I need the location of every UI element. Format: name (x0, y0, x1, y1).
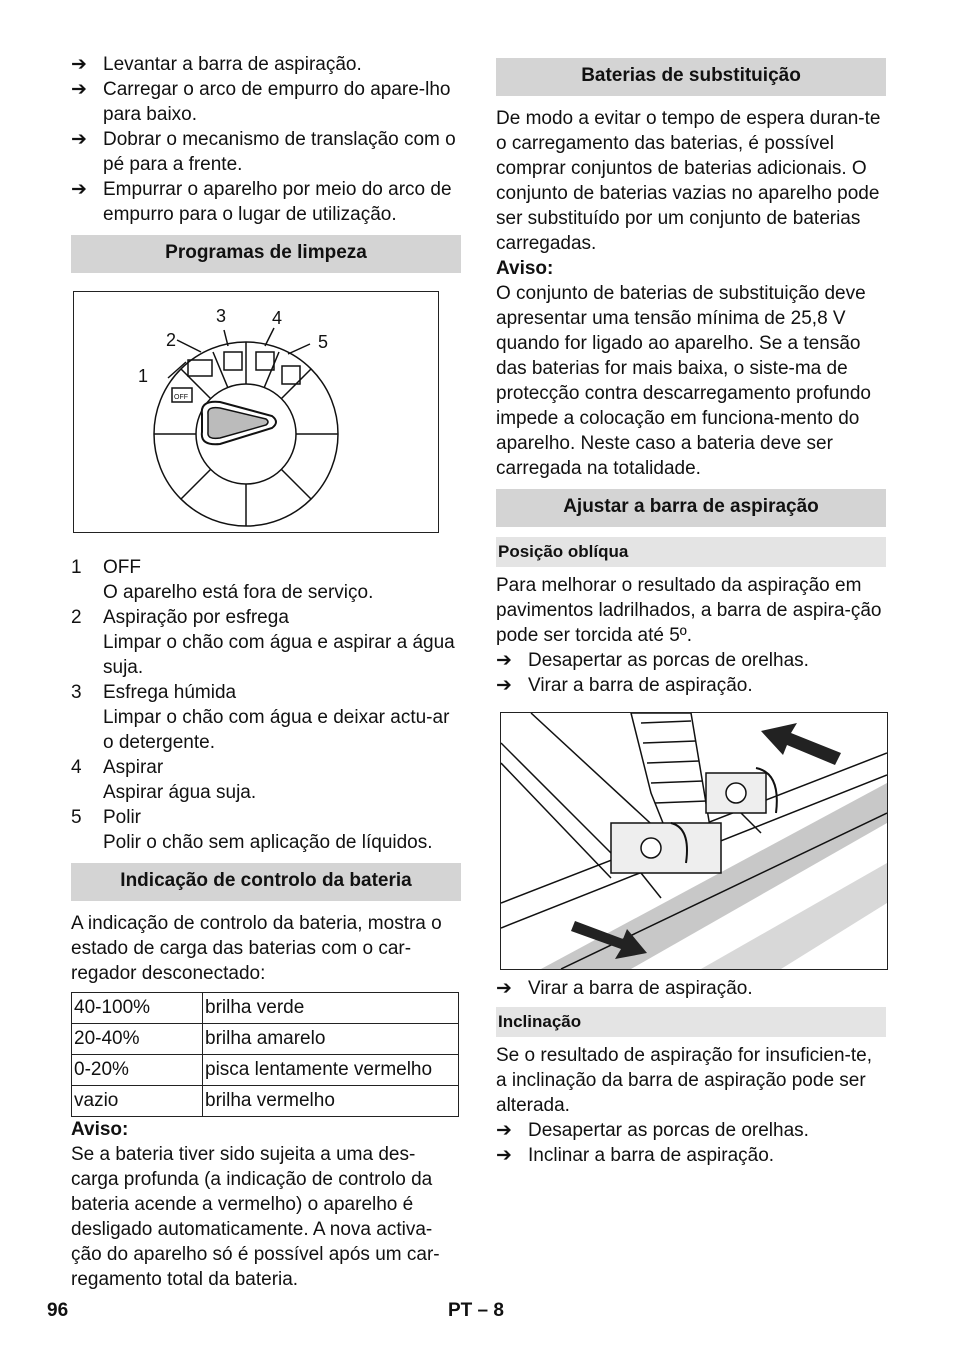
step-item (71, 177, 461, 227)
squeegee-figure (500, 712, 888, 970)
dial-label-1: 1 (138, 366, 149, 386)
legend-description: Aspirar água suja. (103, 782, 257, 803)
left-column (71, 52, 461, 1292)
table-cell-level: 0-20% (72, 1055, 203, 1086)
oblique-subheading: Posição oblíqua (496, 537, 886, 567)
legend-number: 2 (71, 607, 82, 628)
legend-title: Aspirar (103, 757, 164, 778)
step-text: Virar a barra de aspiração. (528, 675, 753, 696)
legend-description: Polir o chão sem aplicação de líquidos. (103, 832, 433, 853)
step-text: Desapertar as porcas de orelhas. (528, 650, 809, 671)
battery-indicator-intro: A indicação de controlo da bateria, mostra o estado de carga das baterias com o car-regador desconectado: (71, 913, 442, 984)
legend-title: OFF (103, 557, 141, 578)
table-cell-level: vazio (72, 1086, 203, 1117)
dial-label-3: 3 (216, 306, 227, 326)
legend-number: 5 (71, 807, 82, 828)
step-item (496, 1143, 886, 1168)
legend-description: Limpar o chão com água e aspirar a água suja. (103, 632, 455, 678)
dial-label-2: 2 (166, 330, 177, 350)
arrow-icon: ➔ (496, 1120, 512, 1141)
step-item (71, 127, 461, 177)
step-item (71, 52, 461, 77)
program-dial-diagram (74, 292, 438, 532)
step-item (496, 1118, 886, 1143)
replacement-text: De modo a evitar o tempo de espera duran-te o carregamento das baterias, é possível comprar conjuntos de baterias adicionais. O conjunto de baterias vazias no aparelho pode ser substituído por um conjunto de baterias carregadas. (496, 108, 881, 254)
arrow-icon: ➔ (496, 650, 512, 671)
legend-title: Polir (103, 807, 142, 828)
arrow-icon: ➔ (71, 54, 87, 75)
arrow-icon: ➔ (71, 79, 87, 100)
step-item (71, 77, 461, 127)
step-text: Empurrar o aparelho por meio do arco de empurro para o lugar de utilização. (103, 179, 452, 225)
step-text: Desapertar as porcas de orelhas. (528, 1120, 809, 1141)
step-text: Inclinar a barra de aspiração. (528, 1145, 775, 1166)
table-cell-state: brilha verde (203, 993, 459, 1024)
table-cell-state: brilha amarelo (203, 1024, 459, 1055)
squeegee-illustration (501, 713, 887, 969)
legend-number: 1 (71, 557, 82, 578)
legend-description: Limpar o chão com água e deixar actu-ar o detergente. (103, 707, 450, 753)
dial-label-4: 4 (272, 308, 283, 328)
dial-label-5: 5 (318, 332, 329, 352)
dial-off-label: OFF (174, 394, 188, 401)
table-row (72, 1055, 459, 1086)
incline-subheading: Inclinação (496, 1007, 886, 1037)
table-cell-level: 40-100% (72, 993, 203, 1024)
legend-title: Aspiração por esfrega (103, 607, 289, 628)
table-row (72, 993, 459, 1024)
section-label: PT – 8 (448, 1300, 504, 1321)
battery-status-table (71, 992, 459, 1117)
table-cell-level: 20-40% (72, 1024, 203, 1055)
table-row (72, 1086, 459, 1117)
table-row (72, 1024, 459, 1055)
legend-description: O aparelho está fora de serviço. (103, 582, 374, 603)
replacement-note-text: O conjunto de baterias de substituição deve apresentar uma tensão mínima de 25,8 V quando for ligado ao aparelho. Se a tensão das baterias for mais baixa, o siste-ma de protecção contra descarregamento profundo impede a colocação em funciona-mento do aparelho. Neste caso a bateria deve ser carregada na totalidade. (496, 283, 871, 479)
programs-legend (71, 555, 461, 855)
legend-number: 3 (71, 682, 82, 703)
legend-item (71, 805, 461, 855)
legend-title: Esfrega húmida (103, 682, 237, 703)
programs-heading: Programas de limpeza (71, 235, 461, 273)
incline-text: Se o resultado de aspiração for insuficien-te, a inclinação da barra de aspiração pode ser alterada. (496, 1045, 872, 1116)
step-item (496, 673, 886, 698)
battery-note-text: Se a bateria tiver sido sujeita a uma des-carga profunda (a indicação de controlo da bateria acende a vermelho) o aparelho é desligado automaticamente. A nova activa-ção do aparelho só é possível após um car-regamento total da bateria. (71, 1144, 440, 1290)
table-cell-state: brilha vermelho (203, 1086, 459, 1117)
legend-item (71, 555, 461, 605)
legend-number: 4 (71, 757, 82, 778)
battery-note-label: Aviso: (71, 1119, 129, 1140)
adjust-heading: Ajustar a barra de aspiração (496, 489, 886, 527)
arrow-icon: ➔ (71, 179, 87, 200)
arrow-icon: ➔ (71, 129, 87, 150)
legend-item (71, 755, 461, 805)
step-text: Dobrar o mecanismo de translação com o pé para a frente. (103, 129, 456, 175)
arrow-icon: ➔ (496, 675, 512, 696)
step-text: Virar a barra de aspiração. (528, 978, 753, 999)
table-cell-state: pisca lentamente vermelho (203, 1055, 459, 1086)
replacement-heading: Baterias de substituição (496, 58, 886, 96)
step-text: Carregar o arco de empurro do apare-lho para baixo. (103, 79, 451, 125)
replacement-note-label: Aviso: (496, 258, 554, 279)
page-number: 96 (47, 1300, 69, 1321)
step-item (496, 976, 886, 1001)
legend-item (71, 680, 461, 755)
program-dial-figure (73, 291, 439, 533)
battery-indicator-heading: Indicação de controlo da bateria (71, 863, 461, 901)
arrow-icon: ➔ (496, 1145, 512, 1166)
arrow-icon: ➔ (496, 978, 512, 999)
step-text: Levantar a barra de aspiração. (103, 54, 362, 75)
instruction-steps (71, 52, 461, 227)
legend-item (71, 605, 461, 680)
oblique-text: Para melhorar o resultado da aspiração em pavimentos ladrilhados, a barra de aspira-ção pode ser torcida até 5º. (496, 575, 882, 646)
step-item (496, 648, 886, 673)
right-column (496, 52, 886, 1168)
